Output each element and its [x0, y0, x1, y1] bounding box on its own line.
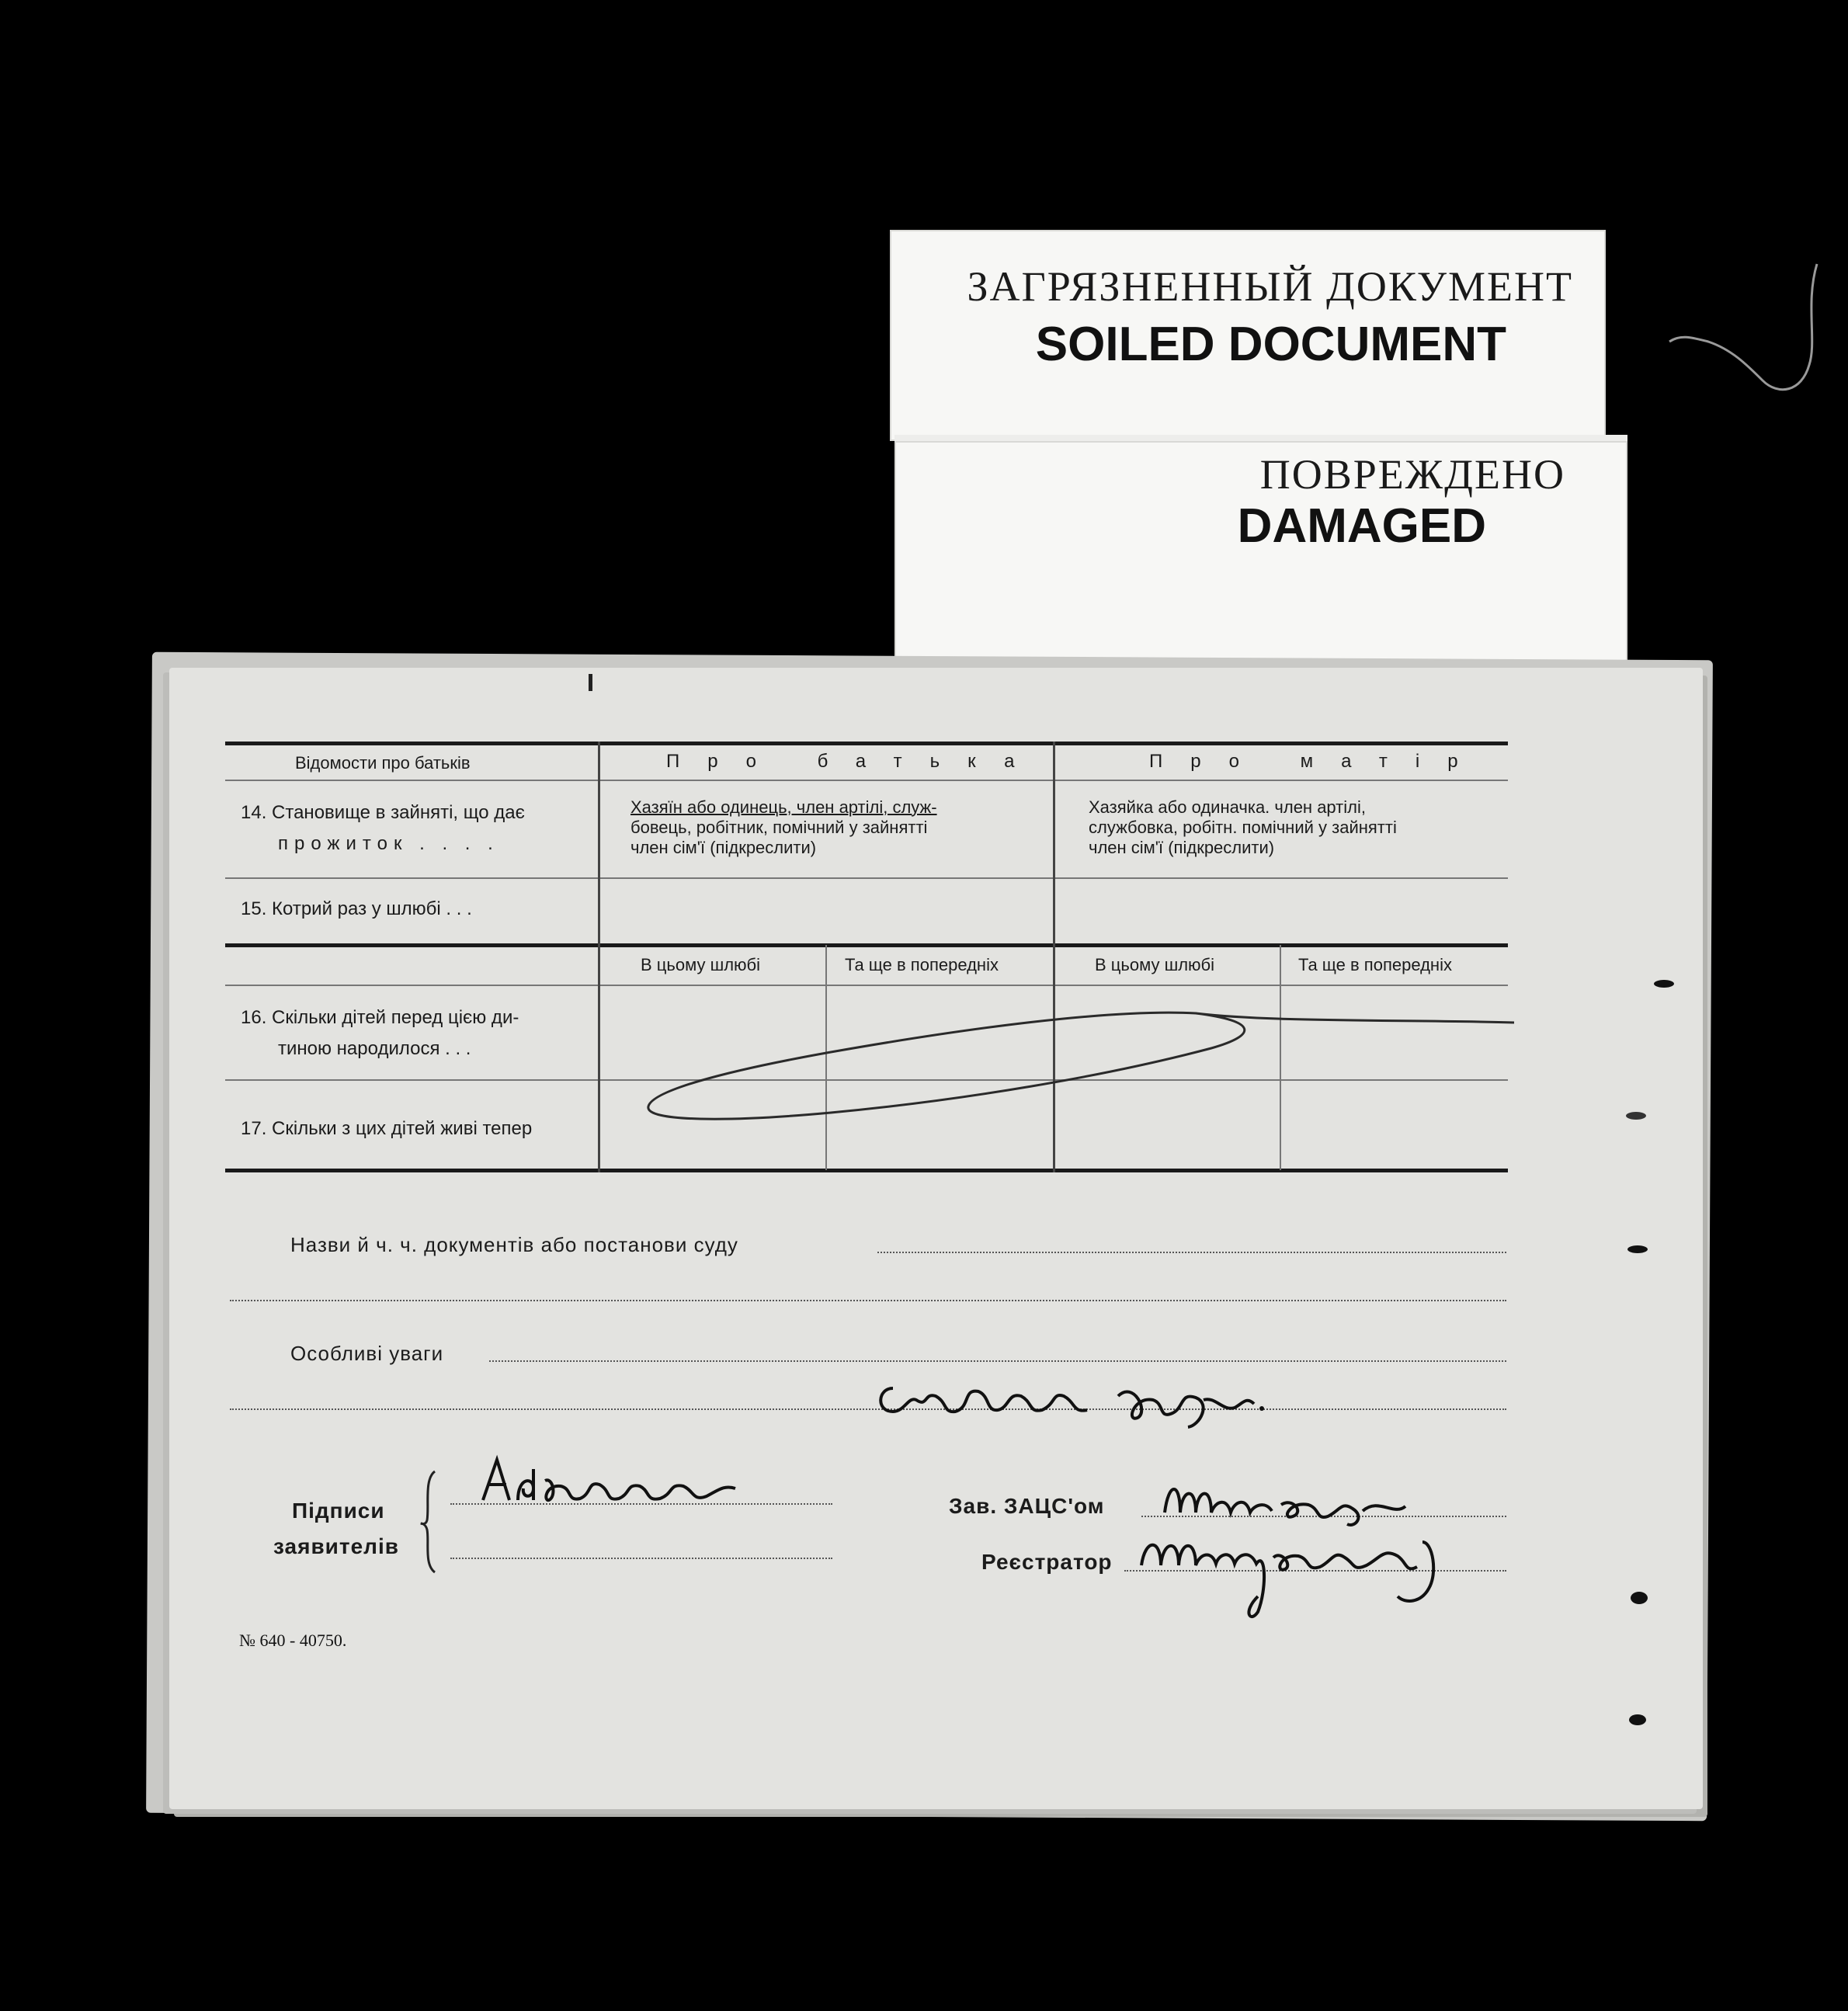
- subheader-mother-previous: Та ще в попередніх: [1298, 955, 1452, 974]
- soiled-label-english: SOILED DOCUMENT: [1035, 318, 1506, 371]
- documents-field-line1: [877, 1252, 1506, 1253]
- remarks-field-line1: [489, 1360, 1506, 1362]
- row15-label: 15. Котрий раз у шлюбі . . .: [241, 898, 472, 919]
- applicant-signature: [475, 1454, 770, 1516]
- row14-mother-line2: службовка, робітн. помічний у зайнятті: [1089, 818, 1397, 837]
- row14-father-line3: член сім'ї (підкреслити): [630, 838, 817, 857]
- binding-hole: [1654, 980, 1674, 988]
- soiled-document-label: [890, 230, 1606, 441]
- row14-label-line2: прожиток . . . .: [278, 833, 499, 854]
- header-parents-info: Відомости про батьків: [295, 753, 471, 773]
- documents-field-line2: [230, 1300, 1506, 1301]
- damaged-label-russian: ПОВРЕЖДЕНО: [1259, 451, 1565, 498]
- row14-father-line2: бовець, робітник, помічний у зайнятті: [630, 818, 928, 837]
- row14-mother-line1: Хазяйка або одиначка. член артілі,: [1089, 797, 1366, 817]
- row14-mother-options: [1089, 797, 1397, 858]
- form-number: № 640 - 40750.: [239, 1631, 347, 1650]
- row16-label-line1: 16. Скільки дітей перед цією ди-: [241, 1007, 519, 1028]
- signatures-label-line1: Підписи: [292, 1499, 385, 1523]
- header-father: Про батька: [666, 751, 1043, 772]
- header-mother: Про матір: [1149, 751, 1486, 772]
- row14-mother-line3: член сім'ї (підкреслити): [1089, 838, 1275, 857]
- row16-label-line2: тиною народилося . . .: [278, 1038, 471, 1059]
- binding-hole: [1627, 1245, 1648, 1253]
- cross-out-stroke: [637, 1006, 1522, 1122]
- remarks-handwriting: [870, 1365, 1273, 1435]
- signatures-brace: [418, 1467, 441, 1576]
- registrar-signature: [1134, 1519, 1460, 1627]
- row14-label-line1: 14. Становище в зайняті, що дає: [241, 802, 525, 823]
- binding-hole: [1626, 1112, 1646, 1120]
- wire-squiggle: [1662, 256, 1832, 412]
- signatures-label-line2: заявителів: [273, 1534, 399, 1558]
- soiled-label-russian: ЗАГРЯЗНЕННЫЙ ДОКУМЕНТ: [967, 263, 1573, 310]
- ink-mark: [589, 674, 592, 691]
- row14-father-options: [630, 797, 937, 858]
- subheader-mother-current: В цьому шлюбі: [1095, 955, 1215, 974]
- damaged-label-english: DAMAGED: [1237, 499, 1486, 553]
- head-zags-label: Зав. ЗАЦС'ом: [949, 1494, 1105, 1518]
- applicant-signature-line2: [450, 1558, 832, 1559]
- binding-hole: [1631, 1592, 1648, 1604]
- subheader-father-current: В цьому шлюбі: [641, 955, 761, 974]
- remarks-label: Особливі уваги: [290, 1342, 444, 1365]
- binding-hole: [1629, 1714, 1646, 1725]
- row14-father-line1: Хазяїн або одинець, член артілі, служ-: [630, 797, 937, 817]
- remarks-field-line2: [230, 1408, 1506, 1410]
- subheader-father-previous: Та ще в попередніх: [845, 955, 999, 974]
- damaged-label: [894, 435, 1627, 666]
- registrar-label: Реєстратор: [981, 1550, 1113, 1574]
- row17-label: 17. Скільки з цих дітей живі тепер: [241, 1118, 533, 1139]
- documents-label: Назви й ч. ч. документів або постанови суду: [290, 1233, 738, 1256]
